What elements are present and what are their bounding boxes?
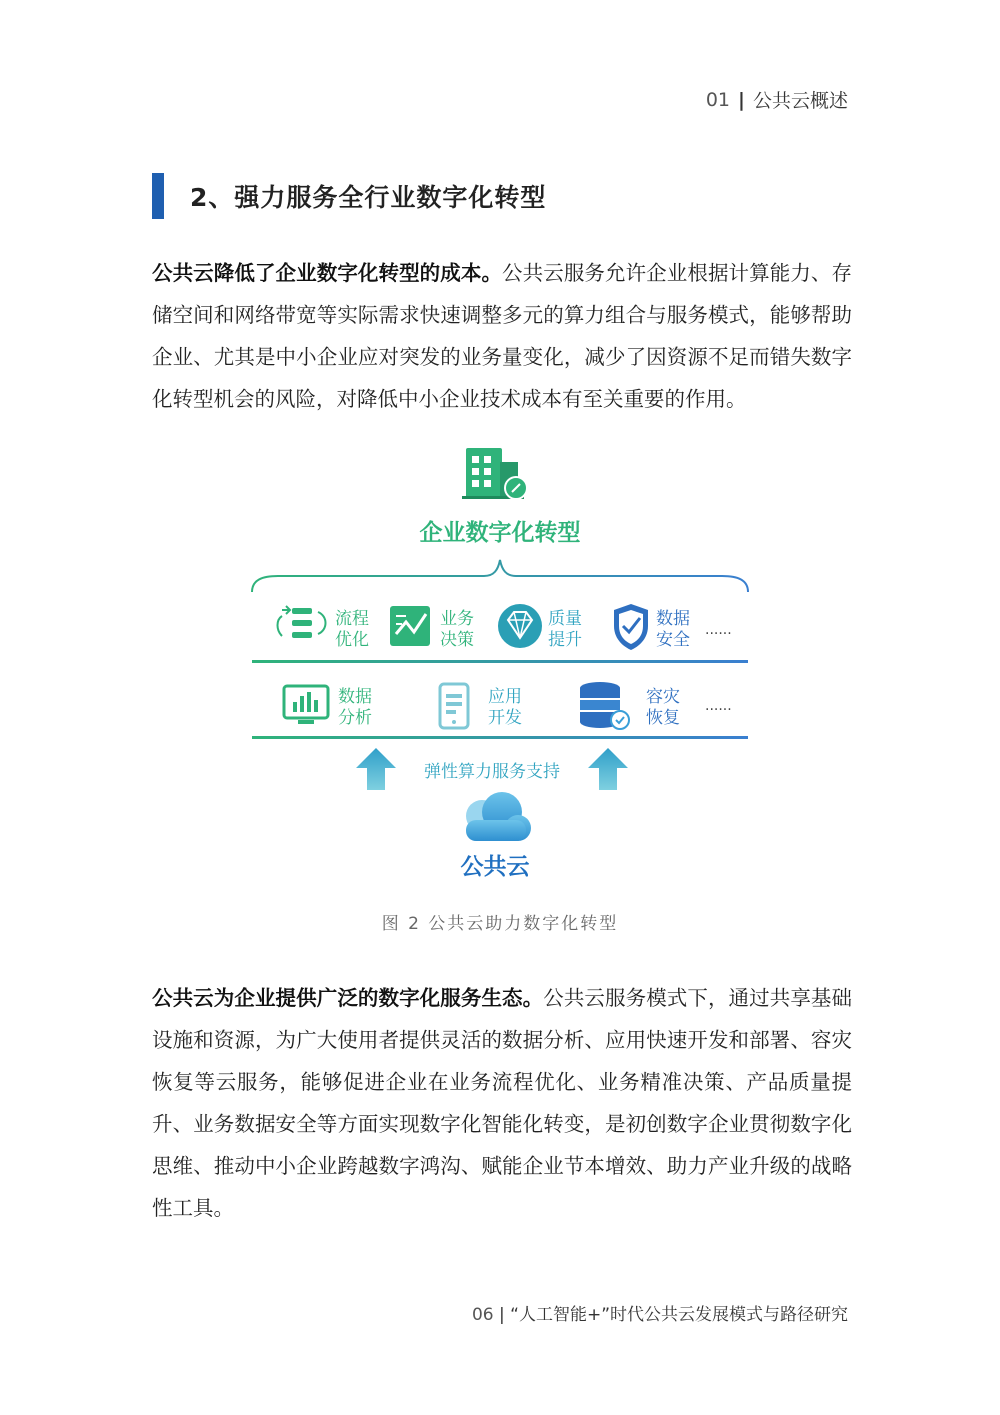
- row2-ellipsis: ......: [705, 698, 732, 714]
- support-text: 弹性算力服务支持: [424, 762, 560, 782]
- row2-item3-line1: 容灾: [646, 687, 680, 707]
- process-icon: [278, 606, 326, 638]
- cloud-icon: [466, 792, 531, 841]
- section-title: 2、强力服务全行业数字化转型: [190, 183, 547, 212]
- paragraph-body: 公共云服务允许企业根据计算能力、存储空间和网络带宽等实际需求快速调整多元的算力组合与服务模式，能够帮助企业、尤其是中小企业应对突发的业务量变化，减少了因资源不足而错失数字化转型机会的风险，对降低中小企业技术成本有至关重要的作用。: [152, 261, 853, 411]
- row1-item3-line1: 质量: [548, 609, 582, 629]
- paragraph-ecosystem: [152, 977, 852, 1229]
- footer-separator: |: [499, 1305, 505, 1325]
- row2-item3-line2: 恢复: [646, 708, 680, 728]
- diamond-icon: [498, 604, 542, 648]
- row1-item1-line1: 流程: [335, 609, 369, 629]
- book-title: “人工智能+”时代公共云发展模式与路径研究: [510, 1305, 848, 1325]
- phone-app-icon: [440, 684, 468, 728]
- figure-bottom-title: 公共云: [460, 854, 530, 880]
- paragraph-lead: 公共云为企业提供广泛的数字化服务生态。: [152, 986, 544, 1010]
- row1-item4-line1: 数据: [656, 609, 690, 629]
- up-arrow-right-icon: [588, 748, 628, 790]
- row1-divider: [252, 660, 748, 663]
- figure-diagram: [248, 440, 752, 890]
- building-icon: [462, 448, 527, 499]
- figure-brace: [252, 560, 748, 592]
- paragraph-cost: [152, 252, 852, 420]
- row2-divider: [252, 736, 748, 739]
- decision-icon: [390, 606, 430, 646]
- row2-item2-line2: 开发: [488, 708, 522, 728]
- database-icon: [580, 682, 629, 729]
- row1-item2-line2: 决策: [440, 630, 474, 650]
- page-number: 06: [471, 1305, 494, 1325]
- row2-item1-line2: 分析: [338, 708, 372, 728]
- up-arrow-left-icon: [356, 748, 396, 790]
- row1-ellipsis: ......: [705, 622, 732, 638]
- row1-item2-line1: 业务: [440, 609, 474, 629]
- header-separator: |: [738, 88, 745, 111]
- digital-transformation-figure: [248, 440, 752, 890]
- row1-item3-line2: 提升: [548, 630, 582, 650]
- shield-check-icon: [614, 604, 648, 650]
- chart-monitor-icon: [284, 686, 328, 724]
- paragraph-body: 公共云服务模式下，通过共享基础设施和资源，为广大使用者提供灵活的数据分析、应用快速开发和部署、容灾恢复等云服务，能够促进企业在业务流程优化、业务精准决策、产品质量提升、业务数据安全等方面实现数字化智能化转变，是初创数字企业贯彻数字化思维、推动中小企业跨越数字鸿沟、赋能企业节本增效、助力产业升级的战略性工具。: [152, 986, 853, 1220]
- row1-item1-line2: 优化: [335, 630, 369, 650]
- figure-top-title: 企业数字化转型: [419, 520, 581, 546]
- chapter-number: 01: [705, 88, 731, 111]
- figure-caption: 图 2 公共云助力数字化转型: [381, 914, 619, 934]
- section-heading: [152, 172, 546, 220]
- paragraph-lead: 公共云降低了企业数字化转型的成本。: [152, 261, 503, 285]
- row1-item4-line2: 安全: [656, 630, 690, 650]
- heading-accent-bar: [152, 173, 164, 219]
- row2-item2-line1: 应用: [488, 687, 522, 707]
- chapter-title: 公共云概述: [752, 90, 848, 112]
- running-footer: [472, 1300, 848, 1325]
- running-header: [706, 86, 848, 113]
- row2-item1-line1: 数据: [338, 687, 372, 707]
